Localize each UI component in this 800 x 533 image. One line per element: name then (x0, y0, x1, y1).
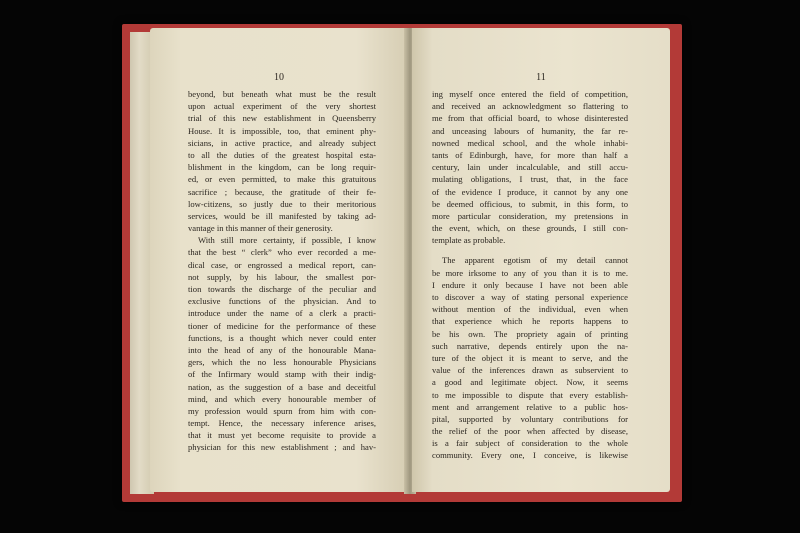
text-line: to me impossible to dispute that every establish- (432, 389, 628, 400)
text-line: my profession would spurn from him with con- (188, 405, 376, 416)
text-line: into the head of any of the honourable Mana- (188, 344, 376, 355)
text-line: ing myself once entered the field of competition, (432, 89, 628, 99)
text-line: vantage in this manner of their generosity. (188, 223, 333, 234)
text-line: The apparent egotism of my detail cannot (442, 255, 628, 266)
text-line: I endure it only because I have not been able (432, 279, 628, 290)
text-line: more particular consideration, my pretensions in (432, 210, 628, 221)
text-line: tioner of medicine for the performance of these (188, 320, 376, 331)
text-line: the event, which, on these grounds, I still con- (432, 223, 628, 234)
text-line: low-citizens, so justly due to their meritorious (188, 198, 376, 209)
text-line: tempt. Hence, the necessary inference arises, (188, 418, 376, 429)
text-line: House. It is impossible, too, that eminent phy- (188, 125, 376, 136)
text-line: and received an acknowledgment so flattering to (432, 101, 628, 112)
text-line: beyond, but beneath what must be the result (188, 89, 376, 99)
text-line: With still more certainty, if possible, I know (198, 235, 376, 246)
text-line: exclusive functions of the physician. And to (188, 296, 376, 307)
text-line: trial of this new establishment in Queensberry (188, 113, 376, 124)
text-line: ture of the object it is meant to serve, and the (432, 352, 628, 363)
text-line: value of the inferences drawn as subservient to (432, 365, 628, 376)
text-line: introduce under the name of a clerk a practi- (188, 308, 376, 319)
text-line: dical case, or engrossed a medical report, can- (188, 259, 376, 270)
text-line: not supply, by his labour, the smallest por- (188, 271, 376, 282)
text-line: upon actual experiment of the very shortest (188, 101, 376, 112)
text-line: the relief of the poor when affected by disease, (432, 426, 628, 437)
text-line: century, lain under incalculable, and still accu- (432, 162, 628, 173)
left-page (150, 28, 408, 492)
text-line: sacrifice ; because, the gratitude of their fe- (188, 186, 376, 197)
text-line: pital, supported by voluntary contributions for (432, 413, 628, 424)
text-line: template as probable. (432, 235, 506, 246)
text-line: mind, and which every honourable member of (188, 393, 376, 404)
text-line: is a fair subject of consideration to the whole (432, 438, 628, 449)
text-line: be his own. The propriety again of printing (432, 328, 628, 339)
text-line: such narrative, depends entirely upon the na- (432, 340, 628, 351)
right-page-text (432, 88, 628, 462)
left-page-text (188, 88, 376, 454)
paragraph-gap (432, 246, 628, 254)
text-line: mulating obligations, I trust, that, in the face (432, 174, 628, 185)
text-line: and unceasing labours of humanity, the far re- (432, 125, 628, 136)
text-line: sicians, in active practice, and already subject (188, 137, 376, 148)
text-line: nation, as the suggestion of a base and deceitful (188, 381, 376, 392)
text-line: that the best “ clerk” who ever recorded a me- (188, 247, 376, 258)
text-line: that experience which he reports happens to (432, 316, 628, 327)
text-line: be deemed officious, to submit, in this form, to (432, 198, 628, 209)
text-line: nowned medical school, and the whole inhabi- (432, 137, 628, 148)
text-line: functions, is a thought which never could enter (188, 332, 376, 343)
text-line: a good and legitimate object. Now, it seems (432, 377, 628, 388)
left-page-number: 10 (274, 72, 284, 83)
text-line: me from that official board, to whose disinterested (432, 113, 628, 124)
text-line: to discover a way of stating personal experience (432, 292, 628, 302)
text-line: tants of Edinburgh, have, for more than half a (432, 149, 628, 160)
right-page (412, 28, 670, 492)
text-line: that it must yet become requisite to provide a (188, 430, 376, 441)
text-line: without mention of the individual, even when (432, 304, 628, 315)
right-page-number: 11 (536, 72, 546, 83)
text-line: services, would be ill manifested by taking ad- (188, 210, 376, 221)
text-line: physician for this new establishment ; and hav- (188, 442, 376, 453)
text-line: to all the duties of the greatest hospital esta- (188, 149, 376, 160)
text-line: blishment in the kingdom, can be long requir- (188, 162, 376, 173)
text-line: be more irksome to any of you than it is to me. (432, 267, 628, 278)
text-line: ment and arrangement relative to a public hos- (432, 401, 628, 412)
text-line: of the evidence I produce, it cannot by any one (432, 186, 628, 197)
text-line: community. Every one, I conceive, is likewise (432, 450, 628, 461)
text-line: gers, which the no less honourable Physicians (188, 357, 376, 368)
text-line: ed, or even permitted, to make this gratuitous (188, 174, 376, 185)
text-line: of the Infirmary would stamp with their indig- (188, 369, 376, 380)
text-line: tion towards the discharge of the peculiar and (188, 284, 376, 294)
